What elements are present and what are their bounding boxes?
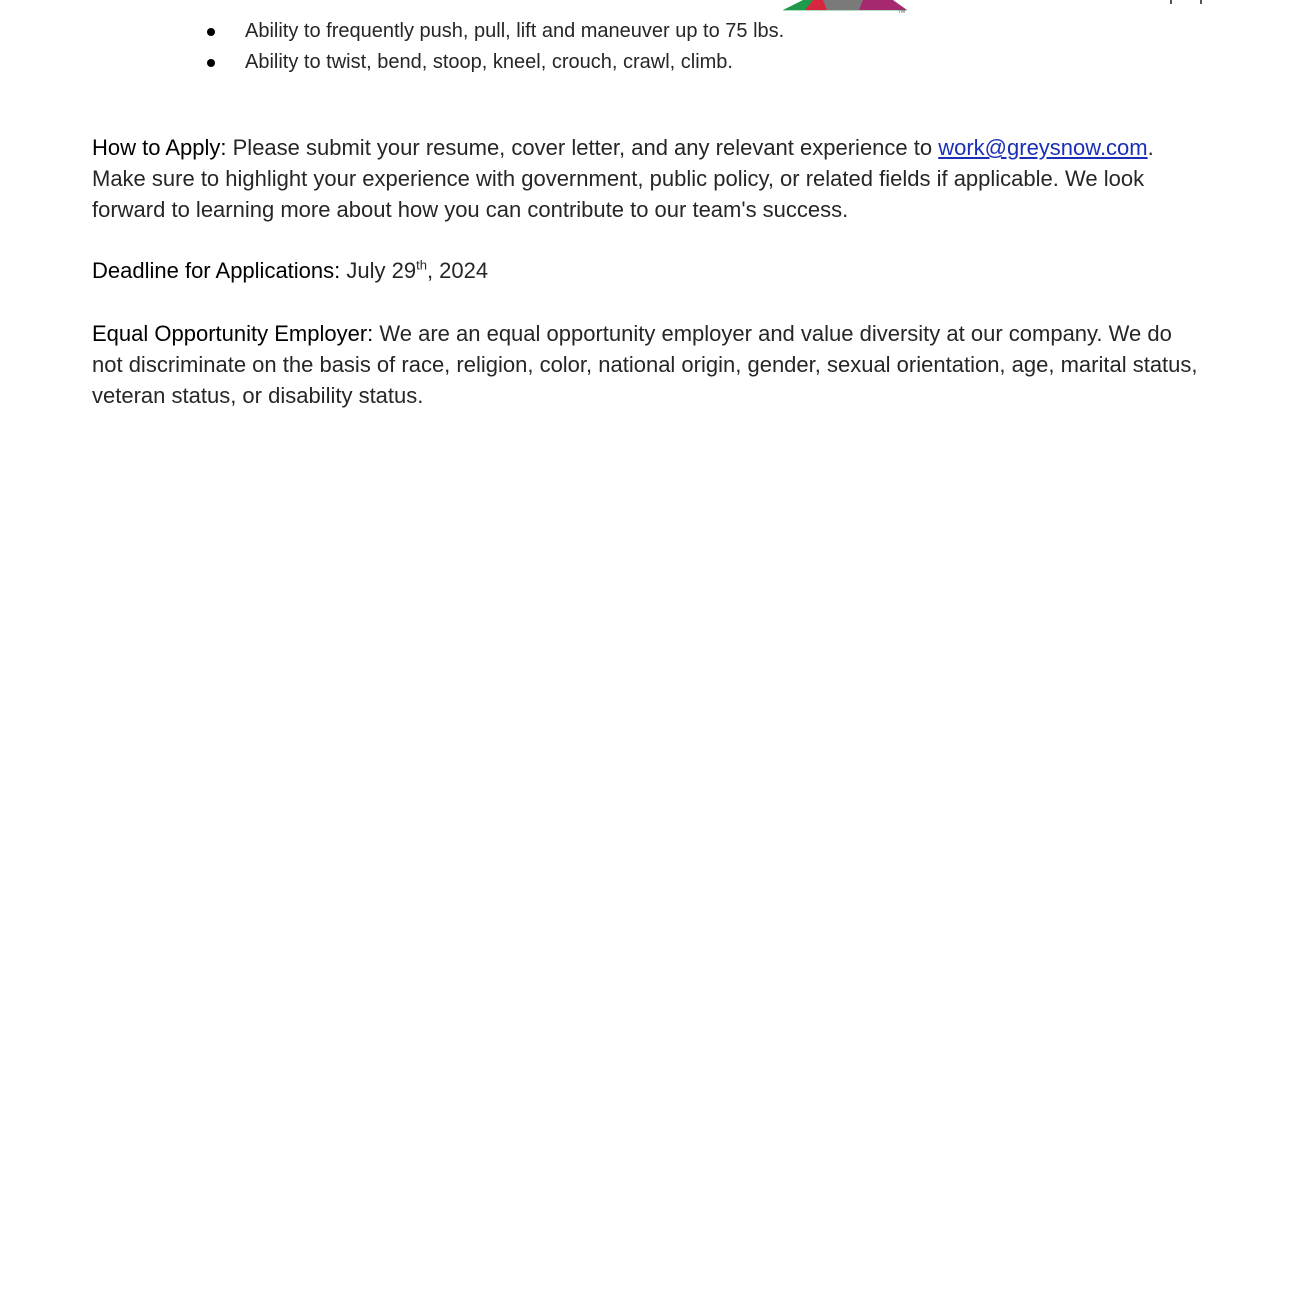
list-item-text: Ability to twist, bend, stoop, kneel, crouch, crawl, climb. xyxy=(245,51,733,73)
eoe-paragraph xyxy=(92,318,1202,411)
deadline-paragraph xyxy=(92,255,1202,286)
how-to-apply-text: Please submit your resume, cover letter, and any relevant experience to xyxy=(226,135,939,160)
list-item-text: Ability to frequently push, pull, lift and maneuver up to 75 lbs. xyxy=(245,20,785,42)
mountain-logo-icon xyxy=(783,0,913,16)
requirements-list xyxy=(200,16,784,78)
how-to-apply-text-cont: . Make sure to highlight your experience with government, public policy, or related fields if applicable. We look forward to learning more about how you can contribute to our team's success. xyxy=(92,135,1154,222)
how-to-apply-paragraph xyxy=(92,132,1202,225)
bullet-icon xyxy=(207,28,215,36)
list-item xyxy=(200,47,784,78)
eoe-label: Equal Opportunity Employer: xyxy=(92,321,374,346)
email-link[interactable]: work@greysnow.com xyxy=(938,135,1148,160)
deadline-year: , 2024 xyxy=(426,258,489,283)
how-to-apply-label: How to Apply: xyxy=(92,135,227,160)
eoe-text: We are an equal opportunity employer and value diversity at our company. We do not discriminate on the basis of race, religion, color, national origin, gender, sexual orientation, age, marital status, veteran status, or disability status. xyxy=(92,321,1198,408)
deadline-date-suffix: th xyxy=(416,257,427,273)
header-corner-fragment xyxy=(1170,0,1206,4)
bullet-icon xyxy=(207,59,215,67)
list-item xyxy=(200,16,784,47)
deadline-date: July 29 xyxy=(340,258,417,283)
trademark-mark: TM xyxy=(898,9,906,15)
deadline-label: Deadline for Applications: xyxy=(92,258,341,283)
